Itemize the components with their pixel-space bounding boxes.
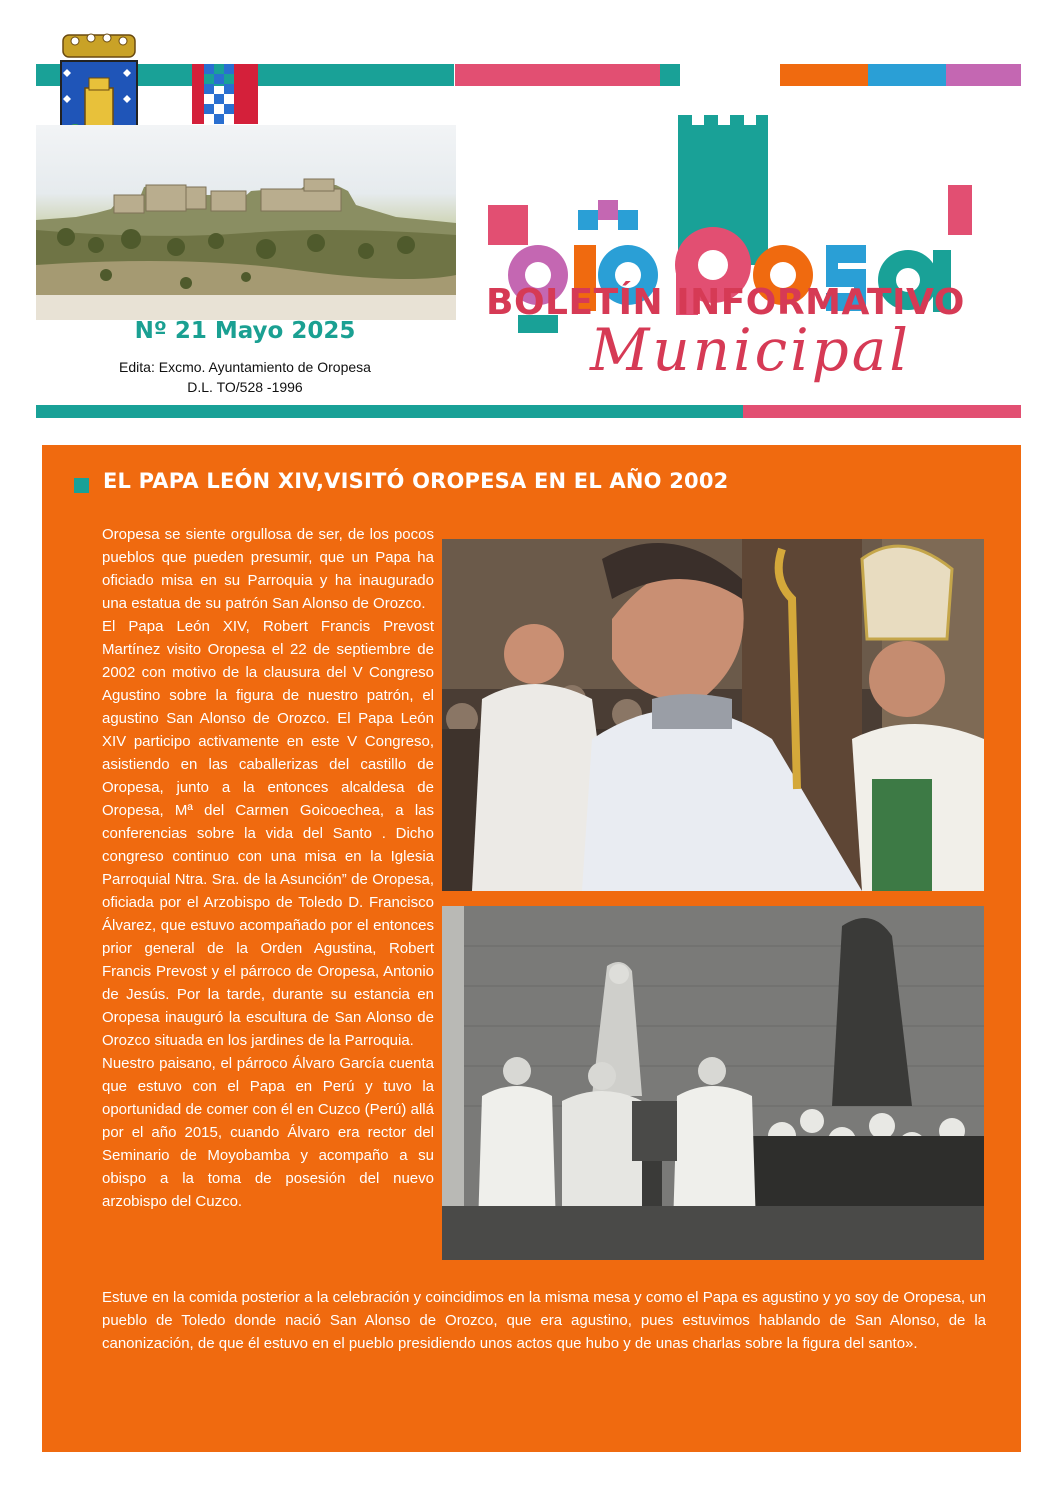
article-paragraph-2: El Papa León XIV, Robert Francis Prevost Martínez visito Oropesa el 22 de septiembre de 2002 con motivo de la clausura del V Congreso Agustino sobre la figura de nuestro patrón, el agustino San Alonso de Orozco. El Papa León XIV participo activamente en este V Congreso, asistiendo en las caballerizas del castillo de Oropesa, junto a la entonces alcaldesa de Oropesa, Mª del Carmen Goicoechea, a las conferencias sobre la vida del Santo . Dicho congreso continuo con una misa en la Iglesia Parroquial Ntra. Sra. de la Asunción” de Oropesa, oficiada por el Arzobispo de Toledo D. Francisco Álvarez, que estuvo acompañado por el entonces prior general de la Orden Agustina, Robert Francis Prevost y el párroco de Oropesa, Antonio de Jesús. Por la tarde, durante su estancia en Oropesa inauguró la escultura de San Alonso de Orozco situada en los jardines de la Parroquia. (102, 618, 434, 1049)
article-paragraph-1: Oropesa se siente orgullosa de ser, de los pocos pueblos que pueden presumir, que un Papa ha oficiado misa en su Parroquia y ha inaugurado una estatua de su patrón San Alonso de Orozco. (102, 526, 434, 612)
procession-photo (442, 539, 984, 891)
article-paragraph-3: Nuestro paisano, el párroco Álvaro García cuenta que estuvo con el Papa en Perú y tuvo la oportunidad de comer con él en Cuzco (Perú) allá por el año 2015, cuando Álvaro era rector del Seminario de Moyobamba y acompaño a su obispo a la toma de posesión del nuevo arzobispo del Cuzco. (102, 1055, 434, 1210)
publisher-info (90, 357, 400, 397)
divider-bar-teal (36, 405, 743, 418)
divider-bar-pink (743, 405, 1021, 418)
legal-deposit: D.L. TO/528 -1996 (187, 379, 303, 395)
checker-flag-icon (192, 64, 268, 124)
bulletin-subtitle: BOLETÍN INFORMATIVO (486, 282, 965, 323)
castle-landscape-photo (36, 125, 456, 320)
headline-bullet-icon (74, 478, 89, 493)
issue-label: Nº 21 Mayo 2025 (134, 318, 356, 344)
editor-line: Edita: Excmo. Ayuntamiento de Oropesa (119, 359, 371, 375)
article-closing-paragraph: Estuve en la comida posterior a la celebración y coincidimos en la misma mesa y como el Papa es agustino y yo soy de Oropesa, un pueblo de Toledo donde nació San Alonso de Orozco, que era agustino, pues estuvimos hablando de San Alonso, de la canonización, de que él estuvo en el pueblo presidiendo unos actos que hubo y de unas charlas sobre la figura del santo». (102, 1289, 986, 1352)
article-headline: EL PAPA LEÓN XIV,VISITÓ OROPESA EN EL AÑO 2002 (103, 469, 729, 493)
statue-inauguration-photo (442, 906, 984, 1260)
article-column (102, 523, 434, 1213)
bulletin-script-subtitle: Municipal (590, 316, 911, 384)
